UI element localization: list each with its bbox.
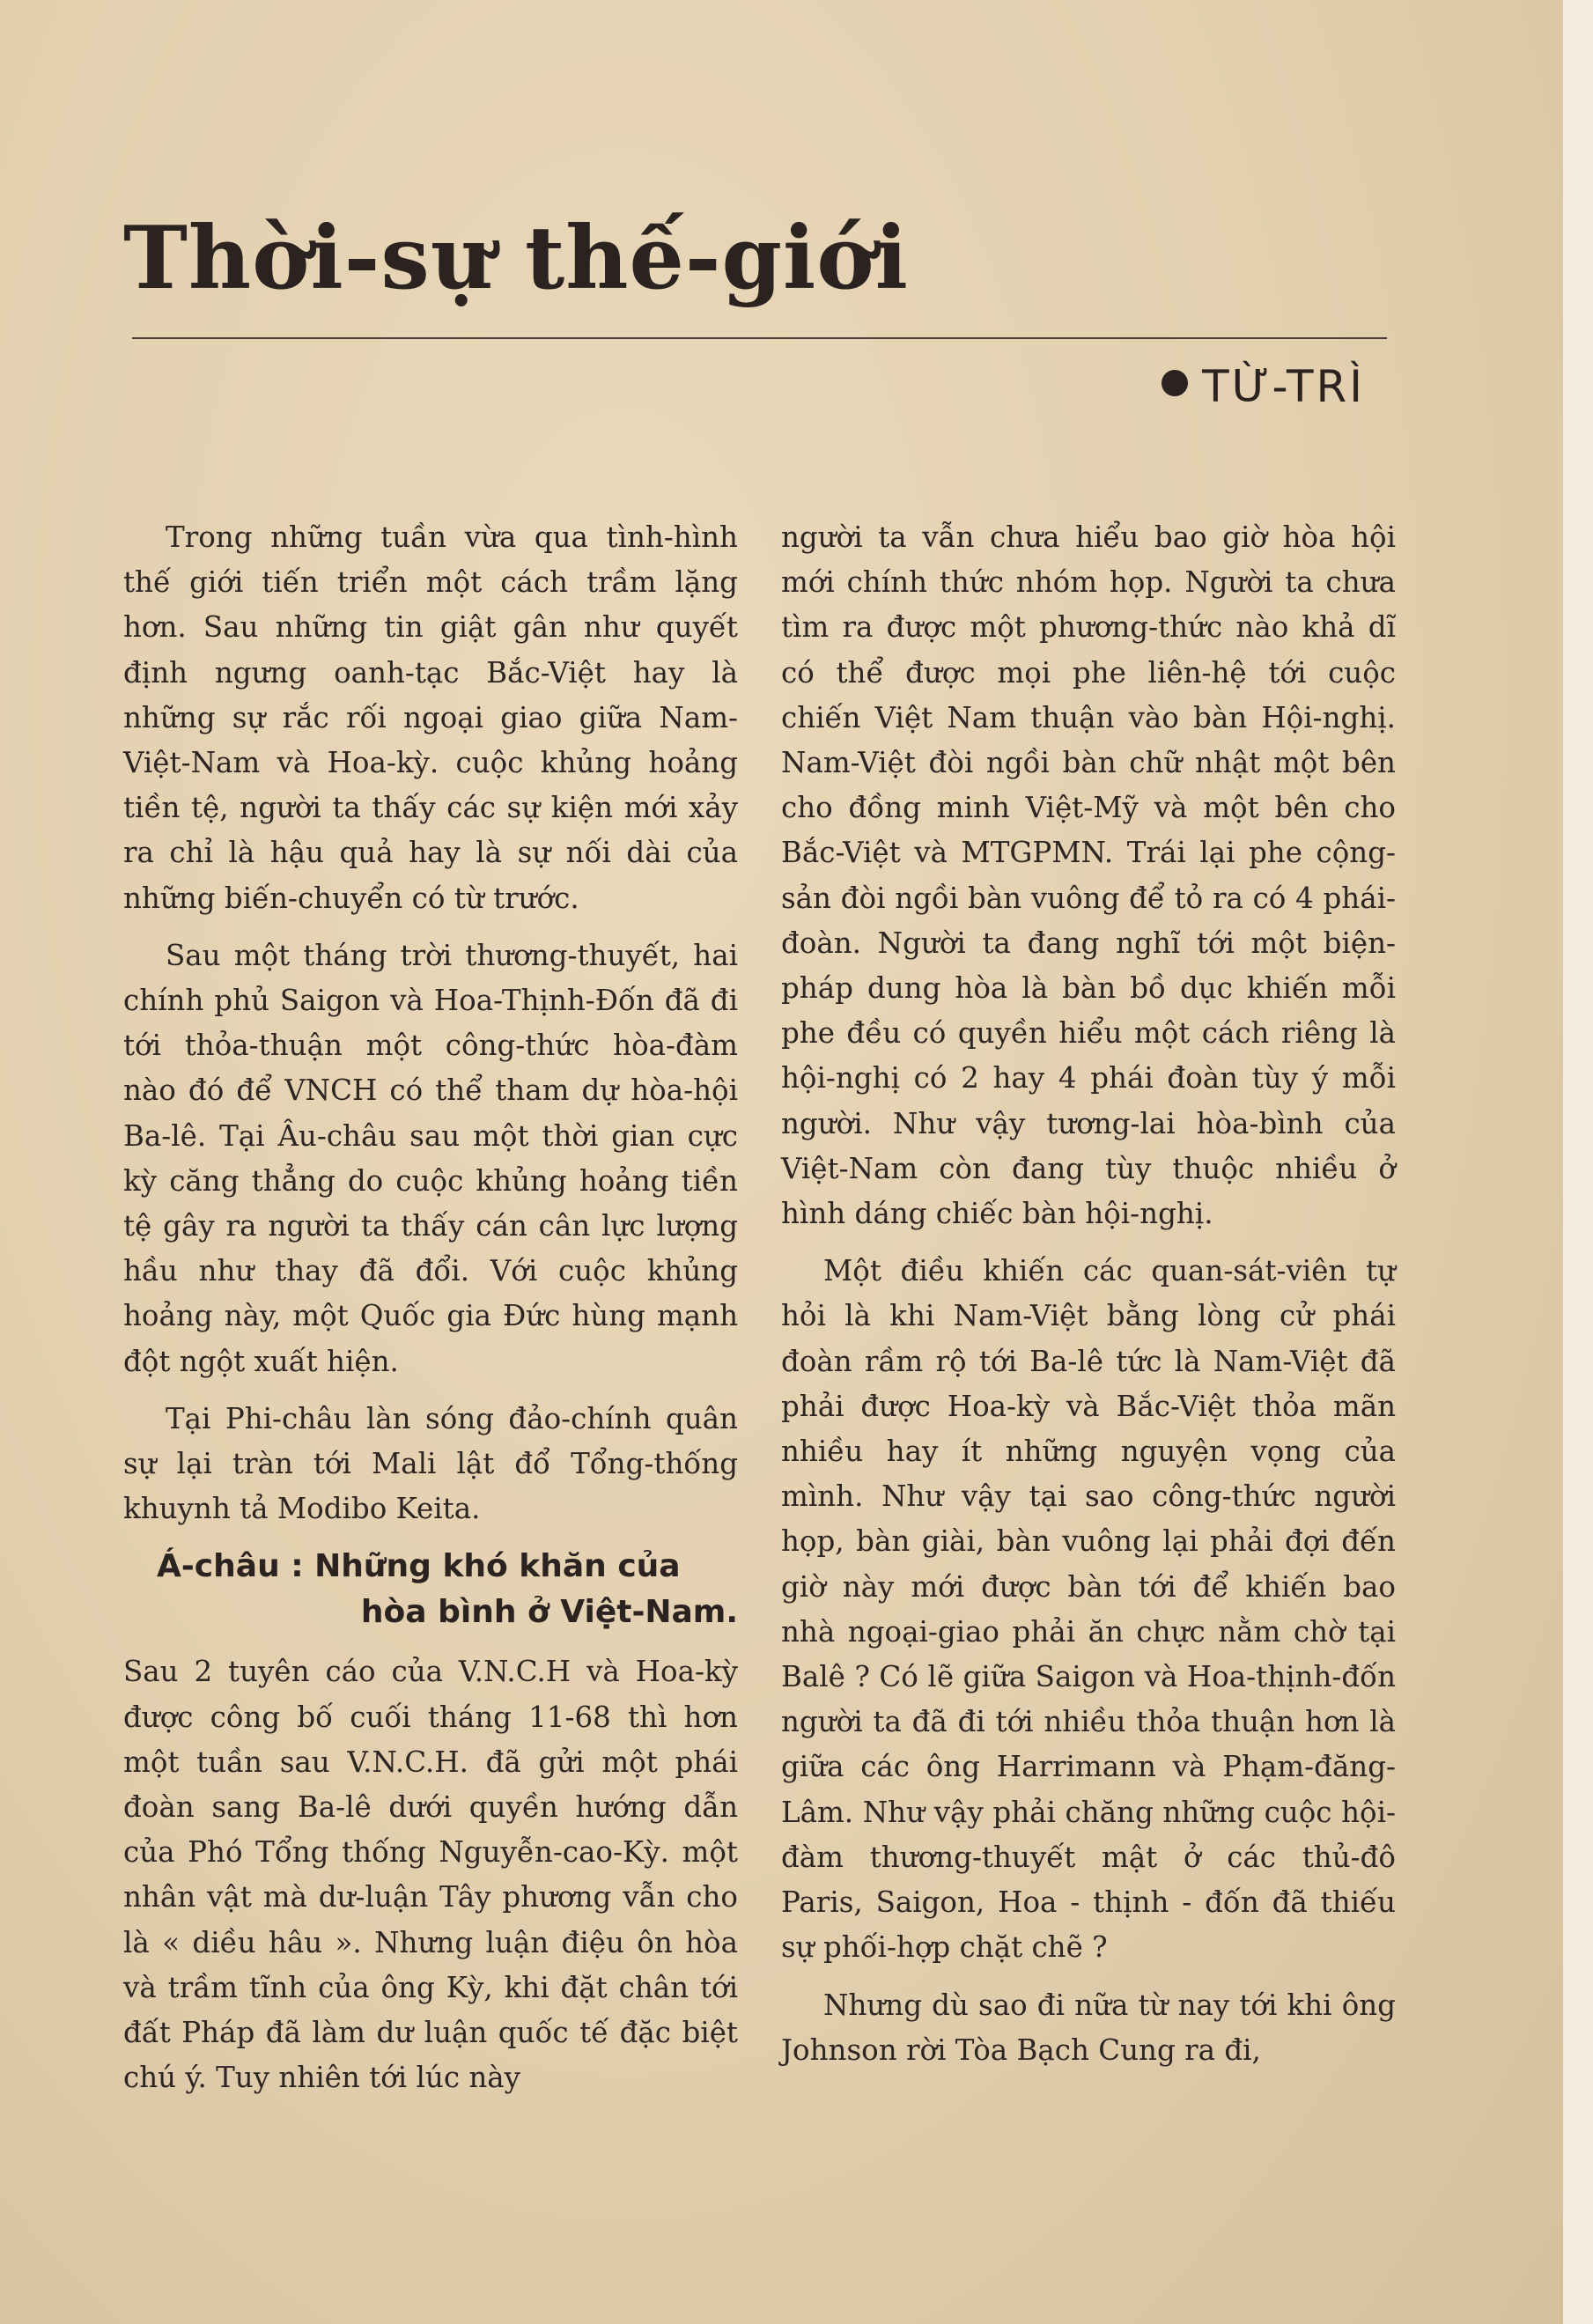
paragraph: Một điều khiến các quan-sát-viên tự hỏi là khi Nam-Việt bằng lòng cử phái đoàn rầm rộ tới Ba-lê tức là Nam-Việt đã phải được Hoa-kỳ và Bắc-Việt thỏa mãn nhiều hay ít những nguyện vọng của mình. Như vậy tại sao công-thức người họp, bàn giài, bàn vuông lại phải đợi đến giờ này mới được bàn tới để khiến bao nhà ngoại-giao phải ăn chực nằm chờ tại Balê ? Có lẽ giữa Saigon và Hoa-thịnh-đốn người ta đã đi tới nhiều thỏa thuận hơn là giữa các ông Harrimann và Phạm-đăng-Lâm. Như vậy phải chăng những cuộc hội-đàm thương-thuyết mật ở các thủ-đô Paris, Saigon, Hoa - thịnh - đốn đã thiếu sự phối-hợp chặt chẽ ? — [781, 1254, 1396, 1965]
paragraph: Trong những tuần vừa qua tình-hình thế giới tiến triển một cách trầm lặng hơn. Sau những tin giật gân như quyết định ngưng oanh-tạc Bắc-Việt hay là những sự rắc rối ngoại giao giữa Nam-Việt-Nam và Hoa-kỳ. cuộc khủng hoảng tiền tệ, người ta thấy các sự kiện mới xảy ra chỉ là hậu quả hay là sự nối dài của những biến-chuyển có từ trước. — [123, 520, 738, 915]
paragraph: Sau 2 tuyên cáo của V.N.C.H và Hoa-kỳ được công bố cuối tháng 11-68 thì hơn một tuần sau V.N.C.H. đã gửi một phái đoàn sang Ba-lê dưới quyền hướng dẫn của Phó Tổng thống Nguyễn-cao-Kỳ. một nhân vật mà dư-luận Tây phương vẫn cho là « diều hâu ». Nhưng luận điệu ôn hòa và trầm tĩnh của ông Kỳ, khi đặt chân tới đất Pháp đã làm dư luận quốc tế đặc biệt chú ý. Tuy nhiên tới lúc này — [123, 1655, 738, 2095]
author-byline — [1162, 361, 1365, 412]
section-heading — [123, 1544, 738, 1635]
page-edge — [1563, 0, 1593, 2324]
section-heading-line-1: Á-châu : Những khó khăn của — [157, 1548, 681, 1585]
paragraph: Tại Phi-châu làn sóng đảo-chính quân sự lại tràn tới Mali lật đổ Tổng-thống khuynh tả Modibo Keita. — [123, 1401, 738, 1526]
bullet-icon — [1162, 370, 1188, 396]
article-title: Thời-sự thế-giới — [123, 208, 909, 309]
paragraph: Nhưng dù sao đi nữa từ nay tới khi ông Johnson rời Tòa Bạch Cung ra đi, — [781, 1988, 1396, 2067]
paragraph: người ta vẫn chưa hiểu bao giờ hòa hội mới chính thức nhóm họp. Người ta chưa tìm ra được một phương-thức nào khả dĩ có thể được mọi phe liên-hệ tới cuộc chiến Việt Nam thuận vào bàn Hội-nghị. Nam-Việt đòi ngồi bàn chữ nhật một bên cho đồng minh Việt-Mỹ và một bên cho Bắc-Việt và MTGPMN. Trái lại phe cộng-sản đòi ngồi bàn vuông để tỏ ra có 4 phái-đoàn. Người ta đang nghĩ tới một biện-pháp dung hòa là bàn bồ dục khiến mỗi phe đều có quyền hiểu một cách riêng là hội-nghị có 2 hay 4 phái đoàn tùy ý mỗi người. Như vậy tương-lai hòa-bình của Việt-Nam còn đang tùy thuộc nhiều ở hình dáng chiếc bàn hội-nghị. — [781, 520, 1396, 1231]
title-divider — [132, 337, 1387, 339]
author-name: TỪ-TRÌ — [1202, 361, 1365, 412]
paragraph: Sau một tháng trời thương-thuyết, hai chính phủ Saigon và Hoa-Thịnh-Đốn đã đi tới thỏa-thuận một công-thức hòa-đàm nào đó để VNCH có thể tham dự hòa-hội Ba-lê. Tại Âu-châu sau một thời gian cực kỳ căng thẳng do cuộc khủng hoảng tiền tệ gây ra người ta thấy cán cân lực lượng hầu như thay đã đổi. Với cuộc khủng hoảng này, một Quốc gia Đức hùng mạnh đột ngột xuất hiện. — [123, 938, 738, 1378]
section-heading-line-2: hòa bình ở Việt-Nam. — [360, 1594, 738, 1631]
left-column — [123, 515, 738, 2114]
right-column — [781, 515, 1396, 2085]
